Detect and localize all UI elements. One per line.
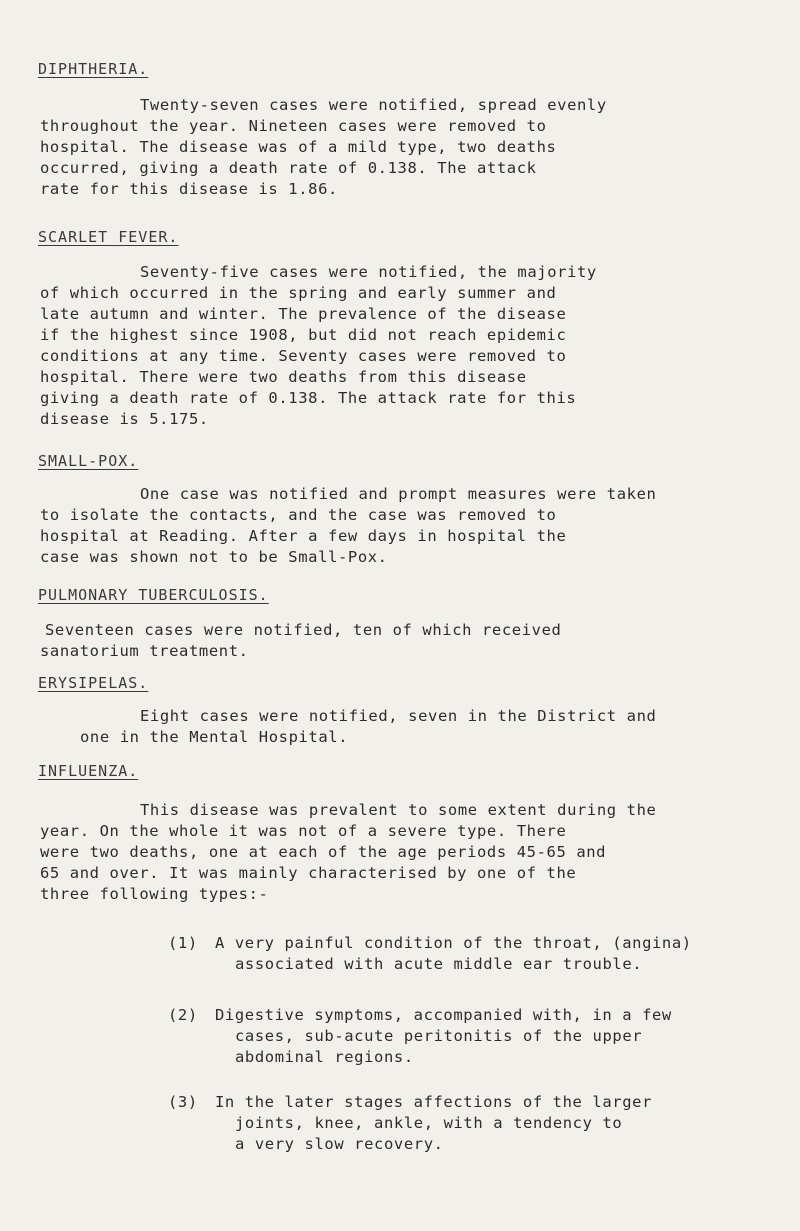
text-line: of which occurred in the spring and early summer and	[40, 284, 557, 302]
text-line: late autumn and winter. The prevalence of the disease	[40, 305, 567, 323]
section-heading-erysipelas: ERYSIPELAS.	[38, 674, 149, 692]
text-line: hospital at Reading. After a few days in hospital the	[40, 527, 567, 545]
text-line: hospital. The disease was of a mild type, two deaths	[40, 138, 557, 156]
type-number: (3)	[168, 1093, 198, 1111]
paragraph-scarlet-fever	[40, 262, 597, 430]
type-text	[215, 933, 692, 975]
text-line: cases, sub-acute peritonitis of the upper	[235, 1027, 643, 1045]
type-number: (1)	[168, 934, 198, 952]
section-heading-diphtheria: DIPHTHERIA.	[38, 60, 149, 78]
paragraph-pulmonary-tuberculosis	[40, 620, 561, 662]
text-line: conditions at any time. Seventy cases were removed to	[40, 347, 567, 365]
text-line: Digestive symptoms, accompanied with, in a few	[215, 1006, 672, 1024]
section-heading-pulmonary-tuberculosis: PULMONARY TUBERCULOSIS.	[38, 586, 269, 604]
text-line: A very painful condition of the throat, (angina)	[215, 934, 692, 952]
text-line: Seventy-five cases were notified, the majority	[140, 263, 597, 281]
text-line: Seventeen cases were notified, ten of which received	[45, 621, 562, 639]
text-line: sanatorium treatment.	[40, 642, 249, 660]
text-line: associated with acute middle ear trouble.	[235, 955, 643, 973]
text-line: abdominal regions.	[235, 1048, 414, 1066]
text-line: Twenty-seven cases were notified, spread evenly	[140, 96, 607, 114]
text-line: throughout the year. Nineteen cases were removed to	[40, 117, 547, 135]
text-line: three following types:-	[40, 885, 269, 903]
text-line: hospital. There were two deaths from this disease	[40, 368, 527, 386]
type-number: (2)	[168, 1006, 198, 1024]
text-line: Eight cases were notified, seven in the District and	[140, 707, 657, 725]
text-line: 65 and over. It was mainly characterised by one of the	[40, 864, 577, 882]
text-line: were two deaths, one at each of the age periods 45-65 and	[40, 843, 607, 861]
text-line: One case was notified and prompt measures were taken	[140, 485, 657, 503]
text-line: one in the Mental Hospital.	[80, 728, 349, 746]
paragraph-diphtheria	[40, 95, 607, 200]
text-line: giving a death rate of 0.138. The attack rate for this	[40, 389, 577, 407]
paragraph-influenza	[40, 800, 656, 905]
text-line: occurred, giving a death rate of 0.138. The attack	[40, 159, 537, 177]
text-line: if the highest since 1908, but did not reach epidemic	[40, 326, 567, 344]
text-line: case was shown not to be Small-Pox.	[40, 548, 388, 566]
text-line: disease is 5.175.	[40, 410, 209, 428]
text-line: joints, knee, ankle, with a tendency to	[235, 1114, 623, 1132]
text-line: rate for this disease is 1.86.	[40, 180, 338, 198]
paragraph-small-pox	[40, 484, 656, 568]
text-line: This disease was prevalent to some extent during the	[140, 801, 657, 819]
text-line: year. On the whole it was not of a severe type. There	[40, 822, 567, 840]
text-line: In the later stages affections of the larger	[215, 1093, 652, 1111]
paragraph-erysipelas	[40, 706, 656, 748]
section-heading-influenza: INFLUENZA.	[38, 762, 139, 780]
type-text	[215, 1092, 652, 1155]
section-heading-small-pox: SMALL-POX.	[38, 452, 139, 470]
type-text	[215, 1005, 672, 1068]
text-line: a very slow recovery.	[235, 1135, 444, 1153]
section-heading-scarlet-fever: SCARLET FEVER.	[38, 228, 179, 246]
text-line: to isolate the contacts, and the case was removed to	[40, 506, 557, 524]
